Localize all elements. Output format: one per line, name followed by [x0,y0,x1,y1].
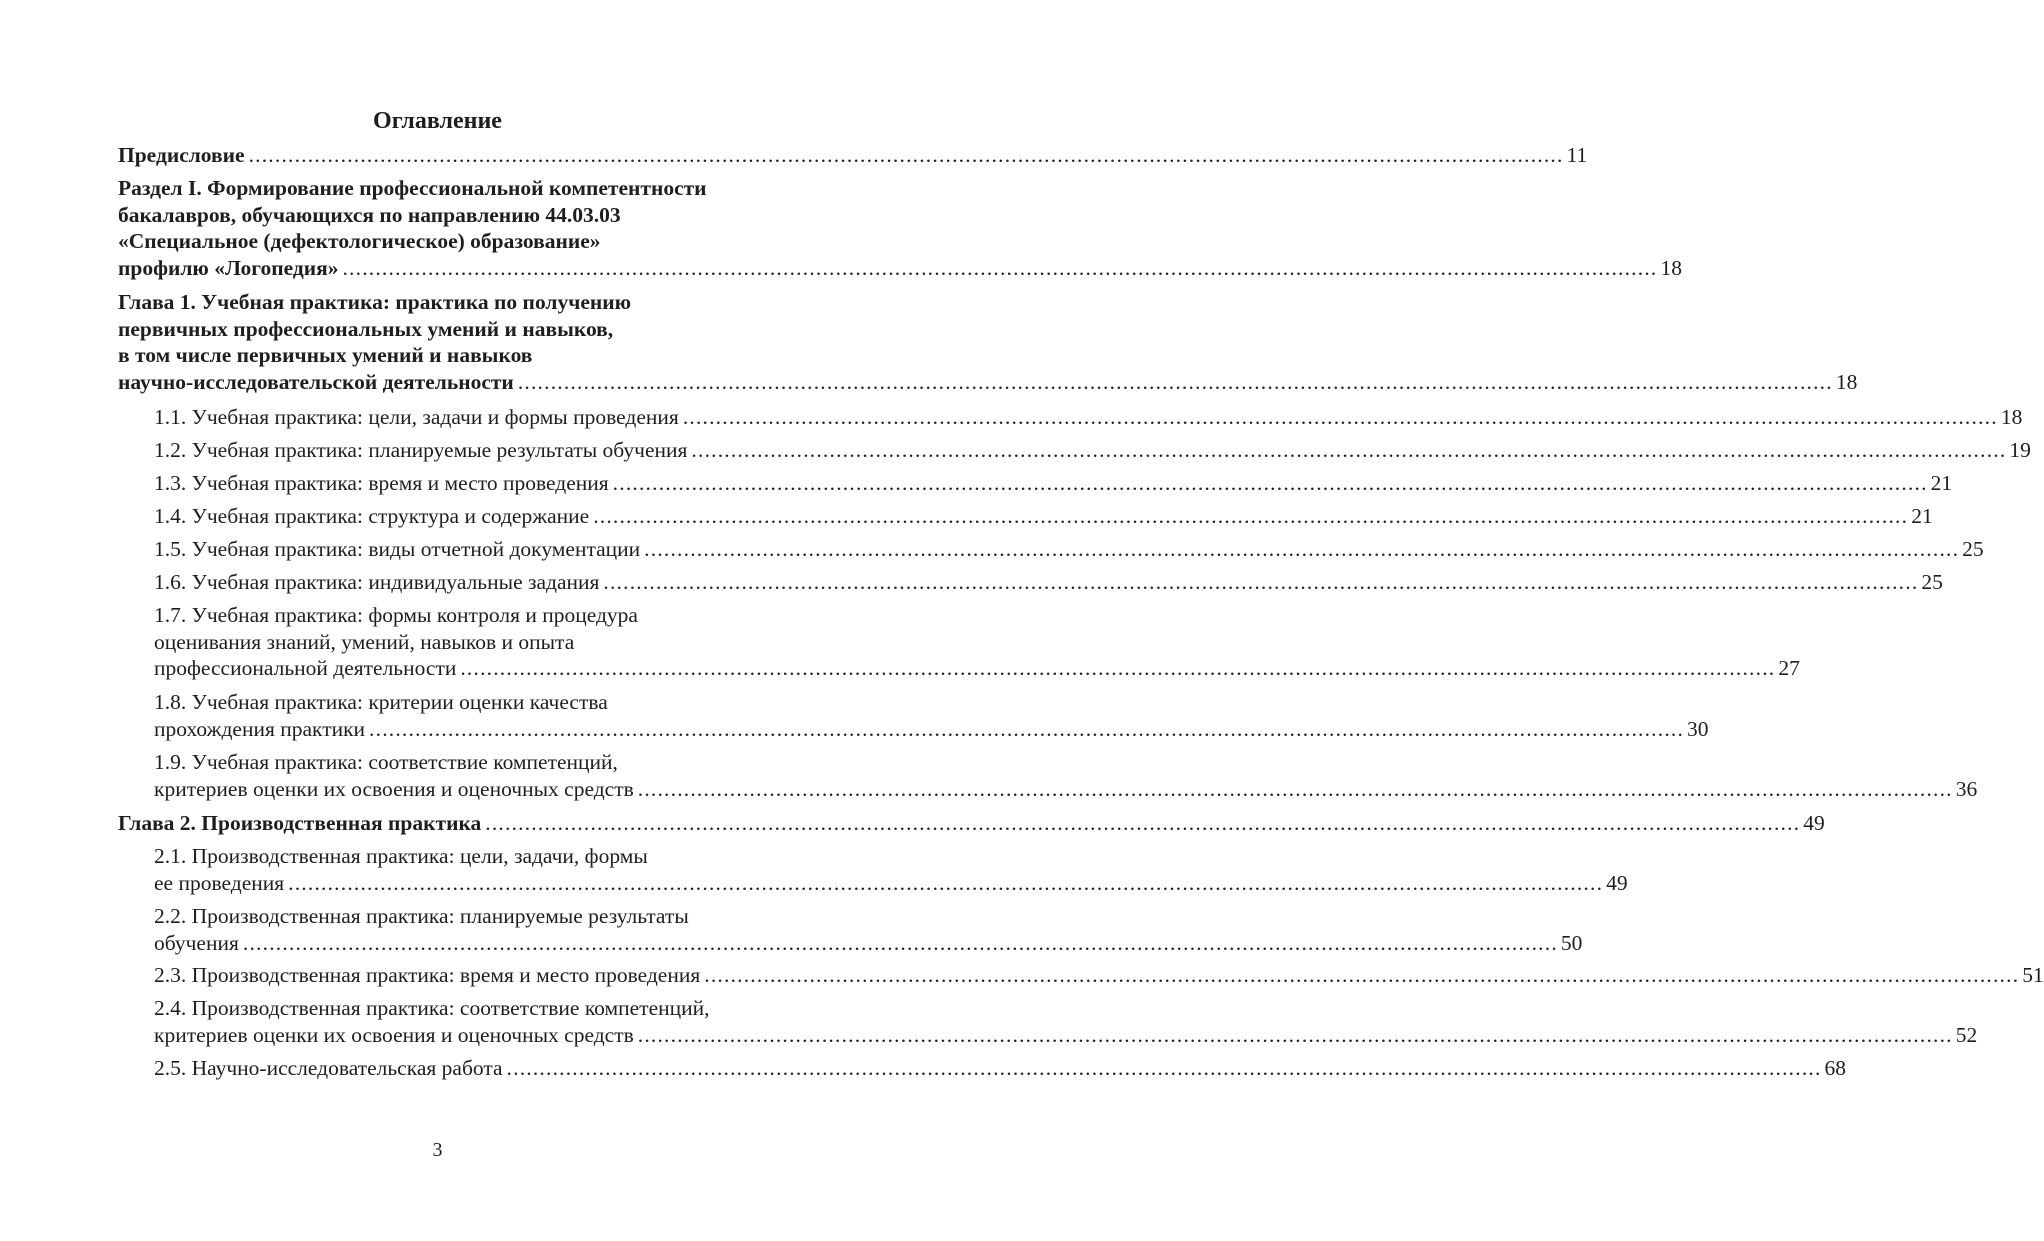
toc-entry-text: 2.5. Научно-исследовательская работа [154,1056,503,1080]
toc-page-number: 50 [1560,930,1583,955]
leader-dots: ........................................................................................................................................................................................................ [682,405,1998,429]
toc-entry-text: научно-исследовательской деятельности [118,369,514,394]
leader-dots: ........................................................................................................................................................................................................ [506,1056,1822,1080]
toc-page-number: 21 [1930,471,1953,495]
toc-entry-text: 2.3. Производственная практика: время и место проведения [154,963,701,987]
toc-page-number: 36 [1955,776,1978,801]
toc-entry-1-2[interactable] [154,437,2031,464]
leader-dots: ........................................................................................................................................................................................................ [704,963,2020,987]
leader-dots: ........................................................................................................................................................................................................ [342,255,1658,280]
toc-entry-text: 1.6. Учебная практика: индивидуальные задания [154,570,600,594]
toc-page-number: 25 [1921,570,1943,594]
toc-entry-text: критериев оценки их освоения и оценочных средств [154,1022,634,1047]
toc-entry-line: 2.1. Производственная практика: цели, задачи, формы [154,844,648,868]
leader-dots: ........................................................................................................................................................................................................ [369,716,1685,741]
toc-entry-text: обучения [154,930,239,955]
toc-entry-1-6[interactable] [154,569,1943,596]
toc-entry-line: Раздел I. Формирование профессиональной компетентности [118,176,707,200]
leader-dots: ........................................................................................................................................................................................................ [460,656,1776,680]
toc-entry-line: 2.2. Производственная практика: планируемые результаты [154,904,689,928]
toc-entry-text: профилю «Логопедия» [118,255,339,280]
toc-entry-text: критериев оценки их освоения и оценочных средств [154,776,634,801]
toc-entry-1-1[interactable] [154,404,2023,431]
leader-dots: ........................................................................................................................................................................................................ [485,811,1801,835]
toc-page-number: 49 [1606,870,1628,895]
toc-entry-text: Предисловие [118,143,245,167]
toc-entry-1-5[interactable] [154,536,1984,563]
toc-page-number: 18 [1660,255,1682,280]
toc-entry-line: оценивания знаний, умений, навыков и опыта [154,629,575,654]
toc-entry-2-2[interactable] [154,903,1583,956]
toc-entry-text: 1.2. Учебная практика: планируемые результаты обучения [154,438,688,462]
leader-dots: ........................................................................................................................................................................................................ [612,471,1928,495]
toc-page-number: 25 [1962,537,1984,561]
toc-entry-1-7[interactable] [154,602,1800,682]
toc-entry-1-9[interactable] [154,749,1978,802]
toc-entry-preface[interactable] [118,142,1588,169]
toc-entry-line: первичных профессиональных умений и навыков, [118,316,614,341]
toc-entry-2-4[interactable] [154,995,1978,1048]
toc-entry-2-5[interactable] [154,1055,1847,1082]
leader-dots: ........................................................................................................................................................................................................ [288,870,1604,895]
toc-entry-chapter-1[interactable] [118,289,1858,395]
toc-entry-chapter-2[interactable] [118,810,1825,837]
toc-entry-2-3[interactable] [154,962,2044,989]
toc-entry-text: профессиональной деятельности [154,656,457,680]
leader-dots: ........................................................................................................................................................................................................ [517,369,1833,394]
toc-page-number: 51 [2022,963,2044,987]
toc-page-number: 52 [1955,1022,1978,1047]
toc-entry-text: 1.5. Учебная практика: виды отчетной документации [154,537,641,561]
toc-entry-1-3[interactable] [154,470,1953,497]
toc-entry-text: 1.1. Учебная практика: цели, задачи и формы проведения [154,405,679,429]
leader-dots: ........................................................................................................................................................................................................ [248,143,1564,167]
toc-page-number: 19 [2009,438,2031,462]
toc-page-number: 18 [2000,405,2023,429]
toc-entry-text: прохождения практики [154,716,366,741]
toc-entry-line: Глава 1. Учебная практика: практика по получению [118,290,632,314]
leader-dots: ........................................................................................................................................................................................................ [637,776,1953,801]
toc-entry-line: 1.8. Учебная практика: критерии оценки качества [154,690,608,714]
toc-entry-text: 1.4. Учебная практика: структура и содержание [154,504,590,528]
toc-entry-1-8[interactable] [154,689,1709,742]
toc-entry-line: 1.9. Учебная практика: соответствие компетенций, [154,750,618,774]
toc-entry-line: «Специальное (дефектологическое) образование» [118,229,601,253]
toc-entry-1-4[interactable] [154,503,1933,530]
toc-page-number: 30 [1687,716,1709,741]
leader-dots: ........................................................................................................................................................................................................ [644,537,1960,561]
toc-page-number: 21 [1911,504,1933,528]
toc-entry-text: Глава 2. Производственная практика [118,811,482,835]
leader-dots: ........................................................................................................................................................................................................ [242,930,1558,955]
leader-dots: ........................................................................................................................................................................................................ [637,1022,1953,1047]
toc-entry-text: ее проведения [154,870,285,895]
page-title: Оглавление [373,108,502,134]
leader-dots: ........................................................................................................................................................................................................ [603,570,1919,594]
toc-entry-2-1[interactable] [154,843,1628,896]
leader-dots: ........................................................................................................................................................................................................ [691,438,2007,462]
toc-page-number: 68 [1824,1056,1847,1080]
toc-page-number: 27 [1778,656,1800,680]
toc-entry-line: 1.7. Учебная практика: формы контроля и процедура [154,603,638,627]
toc-page-number: 18 [1835,369,1858,394]
toc-page-number: 49 [1803,811,1825,835]
leader-dots: ........................................................................................................................................................................................................ [593,504,1909,528]
toc-entry-section-1[interactable] [118,175,1682,281]
toc-page-number: 11 [1566,143,1588,167]
toc-entry-text: 1.3. Учебная практика: время и место проведения [154,471,609,495]
page-number: 3 [432,1139,443,1161]
toc-entry-line: бакалавров, обучающихся по направлению 44.03.03 [118,202,621,227]
toc-entry-line: 2.4. Производственная практика: соответствие компетенций, [154,996,710,1020]
toc-entry-line: в том числе первичных умений и навыков [118,343,533,367]
